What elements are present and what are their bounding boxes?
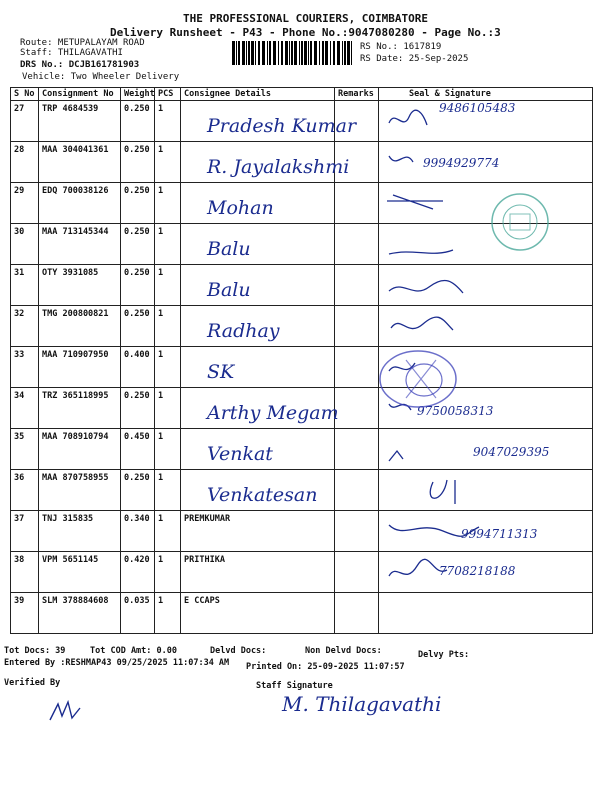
cell-signature	[379, 265, 593, 306]
cell-consignee	[181, 224, 335, 265]
printed-on: Printed On: 25-09-2025 11:07:57	[246, 662, 405, 672]
cell-consignee: PREMKUMAR	[181, 511, 335, 552]
tot-cod-amt: Tot COD Amt: 0.00	[90, 646, 177, 656]
cell-remarks	[335, 511, 379, 552]
cell-pcs: 1	[155, 142, 181, 183]
table-row	[11, 593, 593, 634]
handwritten-consignee-name: Balu	[207, 279, 251, 301]
table-row	[11, 347, 593, 388]
vehicle-label: Vehicle: Two Wheeler Delivery	[22, 72, 180, 82]
cell-weight: 0.250	[121, 470, 155, 511]
cell-pcs: 1	[155, 224, 181, 265]
cell-consignment: OTY 3931085	[39, 265, 121, 306]
cell-weight: 0.340	[121, 511, 155, 552]
handwritten-consignee-name: Radhay	[207, 320, 280, 342]
cell-pcs: 1	[155, 347, 181, 388]
cell-consignment: MAA 708910794	[39, 429, 121, 470]
rubber-stamp-2	[376, 346, 460, 412]
cell-remarks	[335, 593, 379, 634]
staff-label: Staff: THILAGAVATHI	[20, 48, 123, 58]
recipient-phone-number: 9486105483	[439, 101, 516, 115]
cell-consignment: MAA 304041361	[39, 142, 121, 183]
cell-weight: 0.250	[121, 265, 155, 306]
recipient-phone-number: 9047029395	[473, 445, 550, 459]
cell-sno: 31	[11, 265, 39, 306]
cell-sno: 28	[11, 142, 39, 183]
cell-signature	[379, 429, 593, 470]
delvd-docs: Delvd Docs:	[210, 646, 267, 656]
cell-consignment: VPM 5651145	[39, 552, 121, 593]
cell-weight: 0.250	[121, 224, 155, 265]
cell-weight: 0.250	[121, 183, 155, 224]
cell-signature	[379, 552, 593, 593]
cell-weight: 0.450	[121, 429, 155, 470]
col-consignee: Consignee Details	[181, 88, 335, 101]
table-row	[11, 429, 593, 470]
recipient-signature	[383, 187, 493, 221]
cell-consignment: MAA 713145344	[39, 224, 121, 265]
handwritten-consignee-name: Mohan	[207, 197, 274, 219]
cell-sno: 39	[11, 593, 39, 634]
cell-consignment: TRZ 365118995	[39, 388, 121, 429]
cell-sno: 27	[11, 101, 39, 142]
cell-consignee	[181, 470, 335, 511]
cell-consignee	[181, 429, 335, 470]
cell-pcs: 1	[155, 552, 181, 593]
col-remarks: Remarks	[335, 88, 379, 101]
cell-signature	[379, 224, 593, 265]
handwritten-consignee-name: SK	[207, 361, 235, 383]
handwritten-consignee-name: Venkatesan	[207, 484, 318, 506]
route-label: Route: METUPALAYAM ROAD	[20, 38, 145, 48]
cell-consignment: MAA 710907950	[39, 347, 121, 388]
cell-remarks	[335, 429, 379, 470]
entered-by: Entered By :RESHMAP43 09/25/2025 11:07:34 AM	[4, 658, 230, 668]
cell-signature	[379, 101, 593, 142]
handwritten-consignee-name: R. Jayalakshmi	[207, 156, 350, 178]
cell-weight: 0.250	[121, 306, 155, 347]
recipient-signature	[383, 474, 493, 508]
cell-sno: 35	[11, 429, 39, 470]
rubber-stamp-1	[488, 190, 552, 254]
cell-consignment: TMG 200800821	[39, 306, 121, 347]
cell-consignee	[181, 183, 335, 224]
cell-signature	[379, 183, 593, 224]
cell-consignee	[181, 265, 335, 306]
handwritten-consignee-name: Venkat	[207, 443, 273, 465]
cell-sno: 37	[11, 511, 39, 552]
recipient-phone-number: 9994711313	[461, 527, 538, 541]
cell-consignment: EDQ 700038126	[39, 183, 121, 224]
cell-pcs: 1	[155, 265, 181, 306]
staff-signed-name: M. Thilagavathi	[282, 692, 442, 716]
cell-pcs: 1	[155, 511, 181, 552]
cell-signature	[379, 470, 593, 511]
cell-weight: 0.420	[121, 552, 155, 593]
cell-sno: 32	[11, 306, 39, 347]
recipient-signature	[383, 310, 493, 344]
table-header-row	[11, 88, 593, 101]
cell-weight: 0.250	[121, 142, 155, 183]
cell-pcs: 1	[155, 593, 181, 634]
cell-pcs: 1	[155, 470, 181, 511]
table-row	[11, 101, 593, 142]
col-pcs: PCS	[155, 88, 181, 101]
table-row	[11, 265, 593, 306]
drs-number: DRS No.: DCJB161781903	[20, 60, 140, 70]
delvy-pts: Delvy Pts:	[418, 650, 470, 660]
table-row	[11, 306, 593, 347]
cell-sno: 38	[11, 552, 39, 593]
cell-sno: 33	[11, 347, 39, 388]
table-row	[11, 470, 593, 511]
table-row	[11, 388, 593, 429]
cell-consignee	[181, 142, 350, 183]
cell-consignment: SLM 378884608	[39, 593, 121, 634]
tot-docs: Tot Docs: 39	[4, 646, 66, 656]
verified-by: Verified By	[4, 678, 61, 688]
col-consignment: Consignment No	[39, 88, 121, 101]
cell-remarks	[335, 306, 379, 347]
cell-consignee: E CCAPS	[181, 593, 335, 634]
cell-pcs: 1	[155, 183, 181, 224]
company-title: THE PROFESSIONAL COURIERS, COIMBATORE	[183, 12, 429, 25]
cell-remarks	[335, 142, 379, 183]
handwritten-consignee-name: Pradesh Kumar	[207, 115, 357, 137]
cell-remarks	[335, 224, 379, 265]
cell-consignment: MAA 870758955	[39, 470, 121, 511]
table-row	[11, 142, 593, 183]
col-weight: Weight	[121, 88, 155, 101]
non-delvd-docs: Non Delvd Docs:	[305, 646, 382, 656]
cell-consignment: TRP 4684539	[39, 101, 121, 142]
runsheet-table	[10, 87, 593, 634]
cell-signature	[379, 593, 593, 634]
cell-sno: 36	[11, 470, 39, 511]
cell-remarks	[335, 470, 379, 511]
cell-weight: 0.035	[121, 593, 155, 634]
cell-sno: 29	[11, 183, 39, 224]
col-sno: S No	[11, 88, 39, 101]
cell-remarks	[335, 265, 379, 306]
runsheet-title: Delivery Runsheet - P43 - Phone No.:9047080280 - Page No.:3	[110, 26, 501, 39]
table-row	[11, 511, 593, 552]
cell-pcs: 1	[155, 101, 181, 142]
recipient-phone-number: 9994929774	[423, 156, 500, 170]
rs-number: RS No.: 1617819	[360, 42, 442, 52]
cell-weight: 0.250	[121, 101, 155, 142]
cell-weight: 0.250	[121, 388, 155, 429]
table-row	[11, 552, 593, 593]
verifier-signature	[46, 698, 86, 724]
cell-consignee	[181, 388, 339, 429]
col-signature: Seal & Signature	[379, 88, 593, 101]
cell-consignee	[181, 347, 335, 388]
cell-weight: 0.400	[121, 347, 155, 388]
recipient-signature	[383, 269, 493, 303]
cell-pcs: 1	[155, 306, 181, 347]
cell-remarks	[335, 552, 379, 593]
cell-signature	[379, 142, 593, 183]
cell-remarks	[335, 101, 379, 142]
staff-signature-label: Staff Signature	[256, 681, 333, 691]
cell-consignment: TNJ 315835	[39, 511, 121, 552]
cell-sno: 34	[11, 388, 39, 429]
recipient-phone-number: 7708218188	[439, 564, 516, 578]
barcode	[232, 41, 356, 65]
cell-remarks	[335, 347, 379, 388]
cell-signature	[379, 306, 593, 347]
cell-consignee	[181, 101, 357, 142]
recipient-phone-number: 9750058313	[417, 404, 494, 418]
cell-signature	[379, 511, 593, 552]
rs-date: RS Date: 25-Sep-2025	[360, 54, 469, 64]
cell-consignee: PRITHIKA	[181, 552, 335, 593]
recipient-signature	[383, 228, 493, 262]
handwritten-consignee-name: Arthy Megam	[207, 402, 339, 424]
handwritten-consignee-name: Balu	[207, 238, 251, 260]
cell-remarks	[335, 388, 379, 429]
cell-sno: 30	[11, 224, 39, 265]
cell-consignee	[181, 306, 335, 347]
cell-pcs: 1	[155, 388, 181, 429]
cell-pcs: 1	[155, 429, 181, 470]
cell-remarks	[335, 183, 379, 224]
